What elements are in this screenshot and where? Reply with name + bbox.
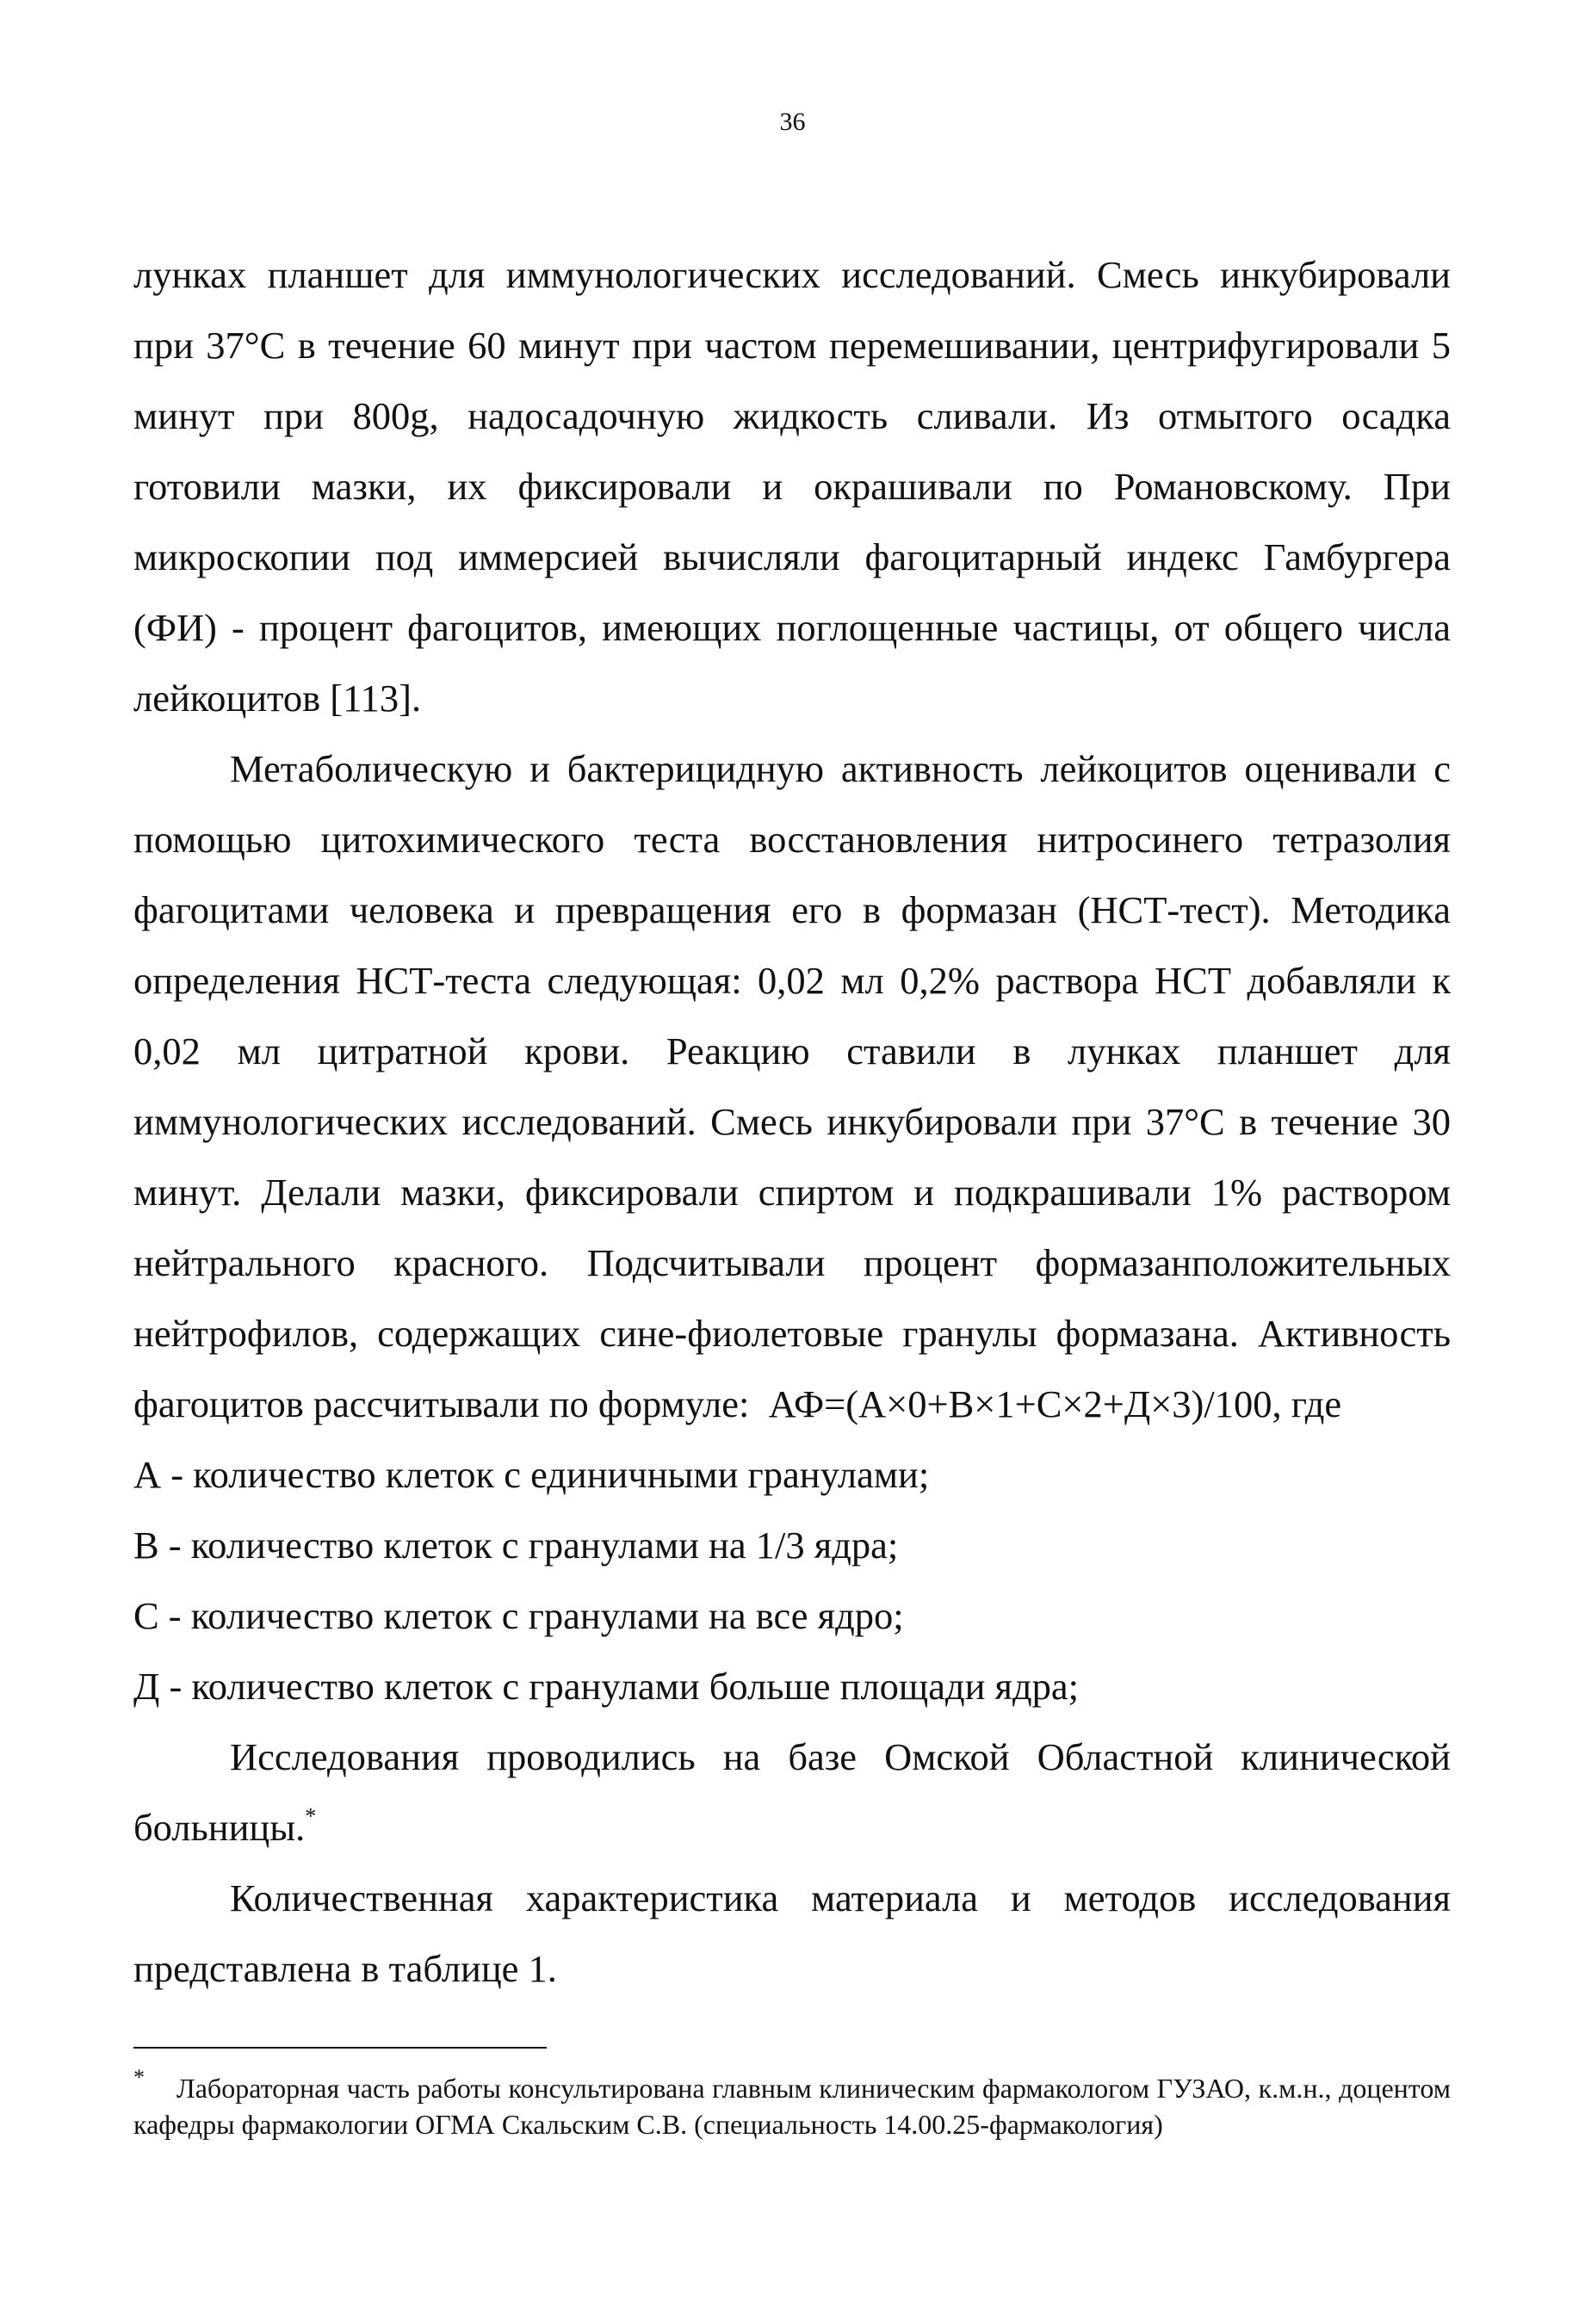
paragraph-nst-test bbox=[133, 733, 1451, 1439]
footnote-separator bbox=[133, 2047, 547, 2049]
footnote bbox=[133, 2065, 1451, 2142]
nst-test-text: Метаболическую и бактерицидную активность лейкоцитов оценивали с помощью цитохимического теста восстановления нитросинего тетразолия фагоцитами человека и превращения его в формазан (НСТ-тест). Методика определения НСТ-теста следующая: 0,02 мл 0,2% раствора НСТ добавляли к 0,02 мл цитратной крови. Реакцию ставили в лунках планшет для иммунологических исследований. Смесь инкубировали при 37°С в течение 30 минут. Делали мазки, фиксировали спиртом и подкрашивали 1% раствором нейтрального красного. Подсчитывали процент формазанположительных нейтрофилов, содержащих сине-фиолетовые гранулы формазана. Активность фагоцитов рассчитывали по формуле: bbox=[133, 747, 1451, 1425]
legend-item-c: С - количество клеток с гранулами на все ядро; bbox=[133, 1594, 904, 1637]
body-text bbox=[133, 239, 1451, 2004]
footnote-marker: * bbox=[133, 2065, 145, 2090]
footnote-reference: * bbox=[305, 1803, 317, 1829]
legend-item-a: А - количество клеток с единичными гранулами; bbox=[133, 1453, 930, 1496]
page-number: 36 bbox=[779, 108, 806, 136]
paragraph-table-reference: Количественная характеристика материала и методов исследования представлена в таблице 1. bbox=[133, 1876, 1451, 1990]
footnote-text: Лабораторная часть работы консультирована главным клиническим фармакологом ГУЗАО, к.м.н., доцентом кафедры фармакологии ОГМА Скальским С.В. (специальность 14.00.25-фармакология) bbox=[133, 2073, 1451, 2140]
legend-item-d: Д - количество клеток с гранулами больше площади ядра; bbox=[133, 1665, 1080, 1708]
paragraph-continuation: лунках планшет для иммунологических исследований. Смесь инкубировали при 37°С в течение 60 минут при частом перемешивании, центрифугировали 5 минут при 800g, надосадочную жидкость сливали. Из отмытого осадка готовили мазки, их фиксировали и окрашивали по Романовскому. При микроскопии под иммерсией вычисляли фагоцитарный индекс Гамбургера (ФИ) - процент фагоцитов, имеющих поглощенные частицы, от общего числа лейкоцитов [113]. bbox=[133, 253, 1451, 720]
research-base-text: Исследования проводились на базе Омской Областной клинической больницы. bbox=[133, 1735, 1451, 1849]
activity-formula: АФ=(А×0+В×1+С×2+Д×3)/100, где bbox=[768, 1382, 1342, 1425]
paragraph-research-base bbox=[133, 1721, 1451, 1863]
legend-item-b: В - количество клеток с гранулами на 1/3 ядра; bbox=[133, 1524, 899, 1567]
